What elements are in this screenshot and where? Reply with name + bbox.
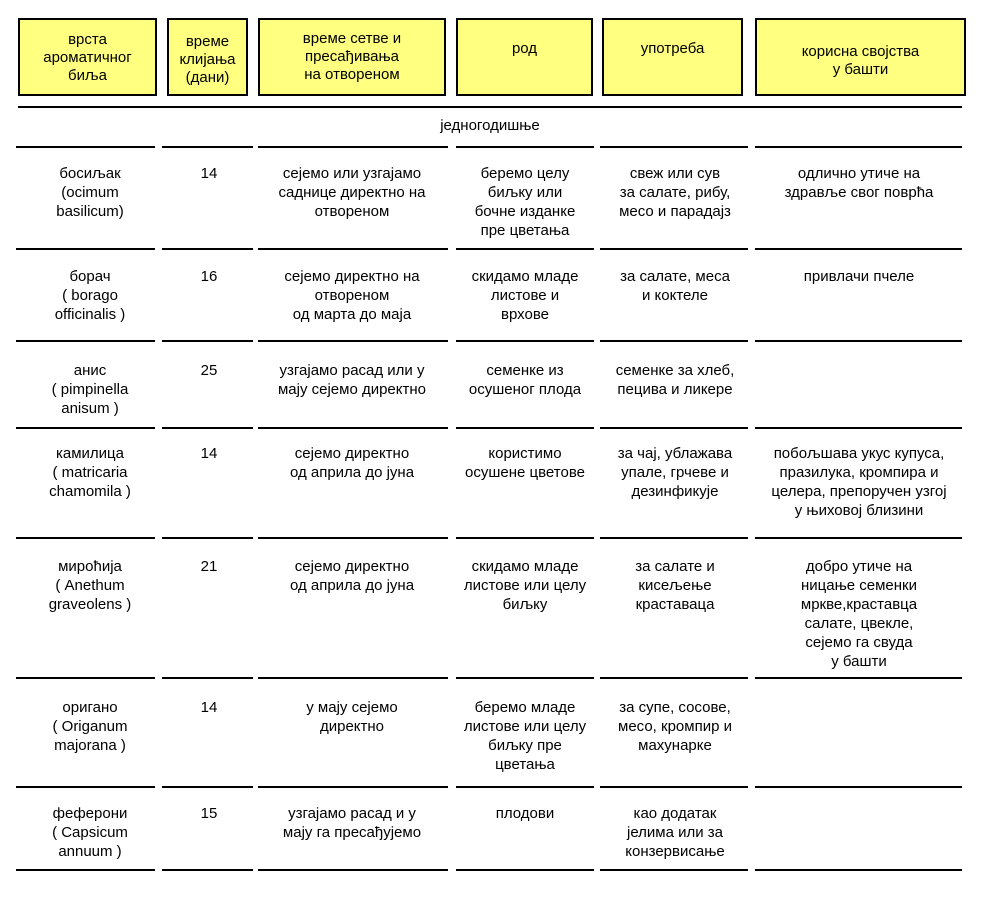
yield-cell: скидамо младе листове или целу биљку	[463, 558, 587, 613]
sowing-time-cell: у мају сејемо директно	[306, 699, 398, 735]
row-divider	[162, 427, 253, 429]
row-divider	[755, 340, 962, 342]
plant-name-cell: оригано ( Origanum majorana )	[52, 699, 128, 754]
garden-benefits-cell: одлично утиче на здравље свог поврћа	[784, 165, 934, 201]
row-divider	[16, 340, 155, 342]
row-divider	[600, 146, 748, 148]
row-divider	[16, 869, 155, 871]
row-divider	[16, 786, 155, 788]
usage-cell: као додатак јелима или за конзервисање	[625, 805, 725, 860]
row-divider	[456, 537, 594, 539]
row-divider	[258, 427, 448, 429]
garden-benefits-cell: привлачи пчеле	[803, 268, 915, 285]
sowing-time-cell: сејемо или узгајамо саднице директно на отвореном	[278, 165, 426, 220]
sowing-time-cell: сејемо директно на отвореном од марта до маја	[284, 268, 420, 323]
yield-cell: беремо целу биљку или бочне изданке пре цветања	[474, 165, 576, 239]
row-divider	[600, 537, 748, 539]
row-divider	[162, 537, 253, 539]
row-divider	[162, 146, 253, 148]
row-divider	[755, 427, 962, 429]
germination-days-cell: 14	[200, 445, 218, 462]
row-divider	[258, 248, 448, 250]
yield-cell: скидамо младе листове и врхове	[471, 268, 579, 323]
row-divider	[456, 248, 594, 250]
section-label: једногодишње	[440, 117, 540, 134]
plant-name-cell: камилица ( matricaria chamomila )	[49, 445, 131, 500]
row-divider	[258, 869, 448, 871]
row-divider	[600, 786, 748, 788]
garden-benefits-cell: добро утиче на ницање семенки мркве,краставца салате, цвекле, сејемо га свуда у башти	[800, 558, 918, 670]
row-divider	[258, 537, 448, 539]
row-divider	[600, 677, 748, 679]
sowing-time-cell: узгајамо расад и у мају га пресађујемо	[282, 805, 422, 841]
sowing-time-cell: сејемо директно од априла до јуна	[289, 558, 415, 594]
row-divider	[162, 340, 253, 342]
usage-cell: за чај, ублажава упале, грчеве и дезинфикује	[617, 445, 733, 500]
row-divider	[755, 248, 962, 250]
row-divider	[600, 869, 748, 871]
usage-cell: семенке за хлеб, пецива и ликере	[615, 362, 735, 398]
row-divider	[755, 146, 962, 148]
row-divider	[456, 677, 594, 679]
yield-cell: плодови	[495, 805, 555, 822]
row-divider	[456, 869, 594, 871]
header-label: употреба	[640, 40, 705, 57]
row-divider	[258, 677, 448, 679]
plant-name-cell: босиљак (ocimum basilicum)	[56, 165, 124, 220]
row-divider	[755, 537, 962, 539]
germination-days-cell: 14	[200, 165, 218, 182]
yield-cell: беремо младе листове или целу биљку пре цветања	[463, 699, 587, 773]
germination-days-cell: 25	[200, 362, 218, 379]
germination-days-cell: 14	[200, 699, 218, 716]
row-divider	[162, 677, 253, 679]
divider	[18, 106, 962, 108]
usage-cell: за салате и кисељење краставаца	[635, 558, 715, 613]
header-germination	[167, 18, 248, 96]
sowing-time-cell: сејемо директно од априла до јуна	[289, 445, 415, 481]
row-divider	[162, 869, 253, 871]
sowing-time-cell: узгајамо расад или у мају сејемо директно	[277, 362, 427, 398]
header-label: род	[511, 40, 538, 57]
header-garden-benefits	[755, 18, 966, 96]
row-divider	[258, 340, 448, 342]
row-divider	[16, 677, 155, 679]
row-divider	[600, 427, 748, 429]
header-sowing-time	[258, 18, 446, 96]
yield-cell: користимо осушене цветове	[465, 445, 585, 481]
usage-cell: свеж или сув за салате, рибу, месо и парадајз	[619, 165, 731, 220]
header-yield	[456, 18, 593, 96]
row-divider	[755, 869, 962, 871]
row-divider	[258, 786, 448, 788]
plant-name-cell: борач ( borago officinalis )	[54, 268, 126, 323]
row-divider	[258, 146, 448, 148]
row-divider	[755, 677, 962, 679]
garden-benefits-cell: побољшава укус купуса, празилука, кромпира и целера, препоручен узгој у њиховој близини	[771, 445, 947, 519]
usage-cell: за салате, меса и коктеле	[620, 268, 730, 304]
row-divider	[16, 537, 155, 539]
header-label: време сетве и пресађивања на отвореном	[302, 30, 402, 83]
row-divider	[600, 248, 748, 250]
row-divider	[456, 340, 594, 342]
header-label: корисна својства у башти	[801, 43, 920, 78]
row-divider	[755, 786, 962, 788]
header-usage	[602, 18, 743, 96]
row-divider	[456, 427, 594, 429]
germination-days-cell: 16	[200, 268, 218, 285]
plant-name-cell: феферони ( Capsicum annuum )	[52, 805, 128, 860]
yield-cell: семенке из осушеног плода	[468, 362, 582, 398]
row-divider	[456, 146, 594, 148]
usage-cell: за супе, сосове, месо, кромпир и махунарке	[618, 699, 732, 754]
header-label: врста ароматичног биља	[43, 31, 132, 84]
header-plant-type	[18, 18, 157, 96]
plant-name-cell: мироћија ( Anethum graveolens )	[48, 558, 132, 613]
germination-days-cell: 15	[200, 805, 218, 822]
row-divider	[162, 786, 253, 788]
row-divider	[600, 340, 748, 342]
plant-name-cell: анис ( pimpinella anisum )	[51, 362, 129, 417]
germination-days-cell: 21	[200, 558, 218, 575]
row-divider	[16, 427, 155, 429]
header-label: време клијања (дани)	[179, 33, 236, 86]
row-divider	[456, 786, 594, 788]
row-divider	[16, 248, 155, 250]
row-divider	[162, 248, 253, 250]
row-divider	[16, 146, 155, 148]
